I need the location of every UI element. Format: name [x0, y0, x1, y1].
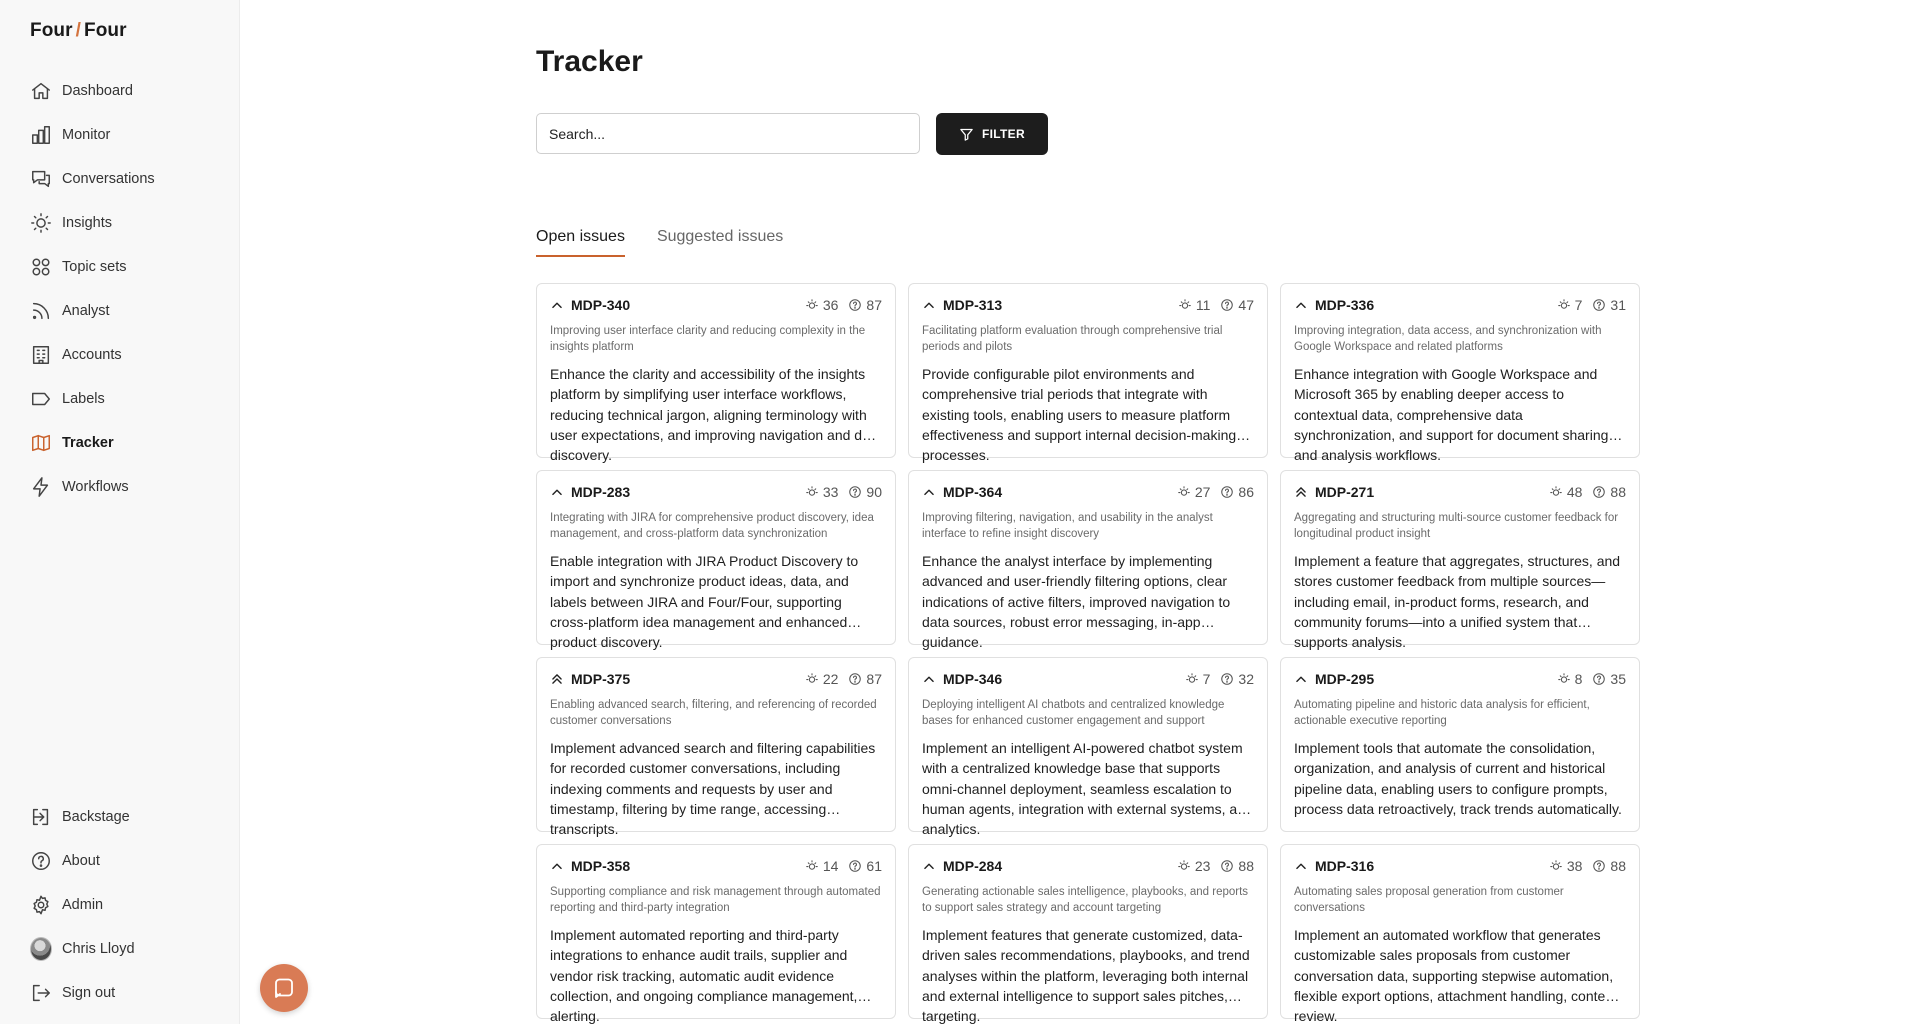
- tab-suggested-issues[interactable]: Suggested issues: [656, 228, 784, 245]
- issue-card-header: [1294, 857, 1626, 875]
- insights-count: [1549, 484, 1583, 500]
- filter-button-label: FILTER: [982, 127, 1025, 141]
- nav-item-monitor[interactable]: [30, 113, 220, 157]
- issue-description: Implement advanced search and filtering capabilities for recorded customer conversations, including indexing comments and requests by user and timestamp, filtering by time range, accessing transcripts.: [550, 740, 876, 838]
- brand-right: Four: [84, 20, 127, 41]
- brand-left: Four: [30, 20, 73, 41]
- nav-item-label: Labels: [62, 391, 105, 407]
- nav-item-label: Topic sets: [62, 259, 127, 275]
- issue-subtitle: Improving integration, data access, and synchronization with Google Workspace and related platforms: [1294, 325, 1602, 353]
- question-icon: [1592, 859, 1610, 873]
- insights-count-value: 38: [1566, 858, 1583, 874]
- questions-count-value: 86: [1238, 484, 1254, 500]
- issue-description: Enhance the analyst interface by implementing advanced and user-friendly filtering options, clear indications of active filters, improved navigation to data sources, robust error messaging, in-app guidance.: [922, 553, 1231, 651]
- tag-icon: [30, 388, 52, 410]
- insights-count: [1549, 858, 1583, 874]
- insights-count: [1185, 671, 1211, 687]
- building-icon: [30, 344, 52, 366]
- nav-item-label: Admin: [62, 897, 104, 913]
- insights-count-value: 27: [1194, 484, 1211, 500]
- question-icon: [848, 298, 866, 312]
- questions-count: [1220, 297, 1254, 313]
- issue-card[interactable]: [1280, 844, 1640, 1025]
- lightbulb-icon: [1177, 859, 1195, 873]
- nav-item-about[interactable]: [30, 839, 220, 883]
- insights-count-value: 7: [1202, 671, 1211, 687]
- issue-card[interactable]: [1280, 470, 1640, 651]
- issue-stats: [1539, 484, 1626, 500]
- issue-card-header: [550, 670, 882, 688]
- issue-description: Implement a feature that aggregates, structures, and stores customer feedback from multiple sources—including email, in-product forms, research, and community forums—into a unified system that supports analysis.: [1294, 553, 1621, 651]
- insights-count: [805, 671, 839, 687]
- issue-id: MDP-358: [571, 858, 631, 874]
- issue-card[interactable]: [1280, 283, 1640, 464]
- priority-high-icon: [550, 485, 564, 499]
- issue-card[interactable]: [1280, 657, 1640, 832]
- nav-item-dashboard[interactable]: [30, 69, 220, 113]
- issue-subtitle: Automating pipeline and historic data analysis for efficient, actionable executive reporting: [1294, 699, 1590, 727]
- nav-item-label: Tracker: [62, 435, 114, 451]
- questions-count: [1220, 858, 1254, 874]
- issue-card-header: [922, 857, 1254, 875]
- nav-item-backstage[interactable]: [30, 795, 220, 839]
- insights-count: [1557, 297, 1583, 313]
- issue-subtitle: Deploying intelligent AI chatbots and centralized knowledge bases for enhanced customer engagement and support: [922, 699, 1225, 727]
- insights-count-value: 22: [822, 671, 839, 687]
- nav-item-tracker[interactable]: [30, 421, 220, 465]
- sign-out-icon: [30, 982, 52, 1004]
- nav-item-chris-lloyd[interactable]: [30, 927, 220, 971]
- issue-description: Implement an intelligent AI-powered chatbot system with a centralized knowledge base that supports omni-channel deployment, seamless escalation to human agents, integration with external systems, and analytics.: [922, 740, 1253, 838]
- issue-stats: [795, 671, 882, 687]
- insights-count-value: 36: [822, 297, 839, 313]
- issue-card-header: [1294, 296, 1626, 314]
- questions-count-value: 90: [866, 484, 882, 500]
- questions-count-value: 35: [1610, 671, 1626, 687]
- lightbulb-icon: [805, 485, 823, 499]
- priority-high-icon: [922, 672, 936, 686]
- lightbulb-icon: [1177, 485, 1195, 499]
- main-nav: [30, 69, 220, 509]
- issue-id: MDP-283: [571, 484, 631, 500]
- home-icon: [30, 80, 52, 102]
- issue-card-header: [1294, 670, 1626, 688]
- issue-stats: [795, 484, 882, 500]
- issue-tabs: [536, 228, 815, 257]
- question-icon: [1592, 672, 1610, 686]
- lightbulb-icon: [1557, 298, 1575, 312]
- nav-item-workflows[interactable]: [30, 465, 220, 509]
- question-icon: [1220, 485, 1238, 499]
- nav-item-label: Workflows: [62, 479, 129, 495]
- questions-count-value: 88: [1610, 858, 1626, 874]
- issue-card[interactable]: [908, 657, 1268, 838]
- enter-icon: [30, 806, 52, 828]
- help-circle-icon: [30, 850, 52, 872]
- insights-count: [1557, 671, 1583, 687]
- questions-count-value: 87: [866, 671, 882, 687]
- brand-logo[interactable]: [30, 20, 127, 42]
- nav-item-label: Analyst: [62, 303, 110, 319]
- nav-item-insights[interactable]: [30, 201, 220, 245]
- question-icon: [848, 485, 866, 499]
- issue-description: Enhance the clarity and accessibility of the insights platform by simplifying user interface workflows, reducing technical jargon, aligning terminology with user expectations, and improving navigation and data discovery.: [550, 366, 882, 464]
- questions-count: [1592, 671, 1626, 687]
- priority-high-icon: [922, 485, 936, 499]
- questions-count-value: 31: [1610, 297, 1626, 313]
- issue-stats: [1539, 858, 1626, 874]
- issue-description: Implement automated reporting and third-party integrations to enhance audit trails, supplier and vendor risk tracking, automatic audit evidence collection, and ongoing compliance management, alerting.: [550, 927, 858, 1025]
- page-title: Tracker: [536, 45, 643, 78]
- priority-high-icon: [1294, 298, 1308, 312]
- nav-item-labels[interactable]: [30, 377, 220, 421]
- question-icon: [1220, 672, 1238, 686]
- issue-stats: [1167, 484, 1254, 500]
- avatar: [30, 938, 52, 960]
- issue-id: MDP-375: [571, 671, 631, 687]
- issue-stats: [1168, 297, 1254, 313]
- priority-high-icon: [550, 298, 564, 312]
- question-icon: [1220, 859, 1238, 873]
- insights-count: [805, 297, 839, 313]
- filter-button[interactable]: [936, 113, 1048, 155]
- lightbulb-icon: [805, 859, 823, 873]
- issue-subtitle: Facilitating platform evaluation through comprehensive trial periods and pilots: [922, 325, 1223, 353]
- priority-urgent-icon: [550, 672, 564, 686]
- nav-item-accounts[interactable]: [30, 333, 220, 377]
- insights-count: [805, 484, 839, 500]
- lightbulb-icon: [1557, 672, 1575, 686]
- priority-high-icon: [550, 859, 564, 873]
- issue-id: MDP-295: [1315, 671, 1375, 687]
- questions-count-value: 61: [866, 858, 882, 874]
- issue-card[interactable]: [536, 657, 896, 838]
- issue-subtitle: Improving filtering, navigation, and usability in the analyst interface to refine insight discovery: [922, 512, 1213, 540]
- nav-item-label: Monitor: [62, 127, 111, 143]
- issue-subtitle: Automating sales proposal generation from customer conversations: [1294, 886, 1564, 914]
- issue-id: MDP-340: [571, 297, 631, 313]
- issue-card-header: [550, 483, 882, 501]
- issue-stats: [1167, 858, 1254, 874]
- search-input[interactable]: [536, 113, 920, 154]
- nav-item-label: Backstage: [62, 809, 130, 825]
- questions-count: [848, 671, 882, 687]
- issue-subtitle: Integrating with JIRA for comprehensive product discovery, idea management, and cross-platform data synchronization: [550, 512, 874, 540]
- issue-stats: [795, 858, 882, 874]
- insights-count-value: 14: [822, 858, 839, 874]
- bottom-nav: [30, 795, 220, 1015]
- questions-count: [848, 484, 882, 500]
- rss-icon: [30, 300, 52, 322]
- issue-card[interactable]: [536, 470, 896, 651]
- nav-item-label: About: [62, 853, 100, 869]
- questions-count: [1592, 858, 1626, 874]
- issue-description: Implement an automated workflow that generates customizable sales proposals from customer conversation data, supporting stepwise automation, flexible export options, attachment handling, content review.: [1294, 927, 1617, 1025]
- questions-count-value: 88: [1610, 484, 1626, 500]
- nav-item-label: Accounts: [62, 347, 122, 363]
- issue-card-header: [550, 296, 882, 314]
- questions-count: [1220, 671, 1254, 687]
- nav-item-label: Conversations: [62, 171, 155, 187]
- questions-count: [1592, 297, 1626, 313]
- questions-count: [848, 297, 882, 313]
- issue-stats: [1547, 297, 1626, 313]
- issue-description: Implement tools that automate the consolidation, organization, and analysis of current and historical pipeline data, enabling users to configure prompts, process data retroactively, track trends automatically.: [1294, 740, 1622, 817]
- issue-stats: [795, 297, 882, 313]
- issue-card-header: [922, 670, 1254, 688]
- issue-card[interactable]: [908, 844, 1268, 1025]
- insights-count-value: 23: [1194, 858, 1211, 874]
- issue-description: Implement features that generate customized, data-driven sales recommendations, playbooks, and trend analyses within the platform, leveraging both internal and external intelligence to support sales pitches, targeting.: [922, 927, 1250, 1025]
- bar-chart-icon: [30, 124, 52, 146]
- chat-launcher-button[interactable]: [260, 964, 308, 1012]
- questions-count: [1220, 484, 1254, 500]
- issue-card[interactable]: [908, 470, 1268, 651]
- lightbulb-icon: [1178, 298, 1196, 312]
- questions-count: [848, 858, 882, 874]
- nav-item-sign-out[interactable]: [30, 971, 220, 1015]
- issue-stats: [1175, 671, 1254, 687]
- question-icon: [1220, 298, 1238, 312]
- insights-count-value: 33: [822, 484, 839, 500]
- nav-item-label: Dashboard: [62, 83, 133, 99]
- questions-count-value: 32: [1238, 671, 1254, 687]
- insights-count-value: 11: [1195, 297, 1211, 313]
- lightbulb-icon: [1549, 485, 1567, 499]
- lightning-icon: [30, 476, 52, 498]
- issue-card[interactable]: [536, 283, 896, 464]
- chat-icon: [272, 976, 296, 1000]
- issue-subtitle: Improving user interface clarity and reducing complexity in the insights platform: [550, 325, 866, 353]
- nav-item-conversations[interactable]: [30, 157, 220, 201]
- question-icon: [1592, 298, 1610, 312]
- priority-high-icon: [1294, 859, 1308, 873]
- insights-count: [1177, 858, 1211, 874]
- issue-card-header: [922, 483, 1254, 501]
- issue-description: Enable integration with JIRA Product Discovery to import and synchronize product ideas, data, and labels between JIRA and Four/Four, supporting cross-platform idea management and enhanced product discovery.: [550, 553, 859, 651]
- issue-id: MDP-316: [1315, 858, 1375, 874]
- nav-item-topic-sets[interactable]: [30, 245, 220, 289]
- issues-grid: [536, 283, 1640, 1025]
- nav-item-analyst[interactable]: [30, 289, 220, 333]
- filter-icon: [959, 127, 974, 142]
- issue-card-header: [1294, 483, 1626, 501]
- issue-description: Enhance integration with Google Workspace and Microsoft 365 by enabling deeper access to contextual data, comprehensive data synchronization, and support for document sharing and analysis workflows.: [1294, 366, 1609, 464]
- lightbulb-icon: [30, 212, 52, 234]
- question-icon: [1592, 485, 1610, 499]
- issue-id: MDP-313: [943, 297, 1003, 313]
- lightbulb-icon: [1549, 859, 1567, 873]
- issue-subtitle: Enabling advanced search, filtering, and referencing of recorded customer conversations: [550, 699, 877, 727]
- issue-card[interactable]: [536, 844, 896, 1025]
- issue-card[interactable]: [908, 283, 1268, 464]
- nav-item-admin[interactable]: [30, 883, 220, 927]
- priority-urgent-icon: [1294, 485, 1308, 499]
- map-icon: [30, 432, 52, 454]
- insights-count: [1177, 484, 1211, 500]
- priority-high-icon: [922, 859, 936, 873]
- chat-bubbles-icon: [30, 168, 52, 190]
- nav-item-label: Insights: [62, 215, 112, 231]
- nav-item-label: Sign out: [62, 985, 116, 1001]
- question-icon: [848, 672, 866, 686]
- issue-id: MDP-336: [1315, 297, 1375, 313]
- issue-subtitle: Supporting compliance and risk management through automated reporting and third-party integration: [550, 886, 881, 914]
- insights-count-value: 48: [1566, 484, 1583, 500]
- tab-open-issues[interactable]: Open issues: [536, 228, 625, 257]
- issue-id: MDP-364: [943, 484, 1003, 500]
- issue-id: MDP-346: [943, 671, 1003, 687]
- questions-count-value: 88: [1238, 858, 1254, 874]
- insights-count: [805, 858, 839, 874]
- issue-subtitle: Aggregating and structuring multi-source customer feedback for longitudinal product insight: [1294, 512, 1619, 540]
- issue-id: MDP-271: [1315, 484, 1375, 500]
- issue-description: Provide configurable pilot environments and comprehensive trial periods that integrate with existing tools, enabling users to measure platform effectiveness and support internal decision-making processes.: [922, 366, 1237, 464]
- issue-subtitle: Generating actionable sales intelligence, playbooks, and reports to support sales strategy and account targeting: [922, 886, 1249, 914]
- question-icon: [848, 859, 866, 873]
- insights-count: [1178, 297, 1211, 313]
- priority-high-icon: [1294, 672, 1308, 686]
- priority-high-icon: [922, 298, 936, 312]
- lightbulb-icon: [805, 298, 823, 312]
- issue-stats: [1547, 671, 1626, 687]
- nav-item-label: Chris Lloyd: [62, 941, 135, 957]
- issue-card-header: [922, 296, 1254, 314]
- questions-count-value: 47: [1238, 297, 1254, 313]
- brand-separator: /: [75, 20, 82, 41]
- issue-card-header: [550, 857, 882, 875]
- lightbulb-icon: [1185, 672, 1203, 686]
- questions-count-value: 87: [866, 297, 882, 313]
- insights-count-value: 7: [1574, 297, 1583, 313]
- questions-count: [1592, 484, 1626, 500]
- sidebar: [0, 0, 240, 1024]
- insights-count-value: 8: [1574, 671, 1583, 687]
- lightbulb-icon: [805, 672, 823, 686]
- issue-id: MDP-284: [943, 858, 1003, 874]
- grid-circles-icon: [30, 256, 52, 278]
- gear-icon: [30, 894, 52, 916]
